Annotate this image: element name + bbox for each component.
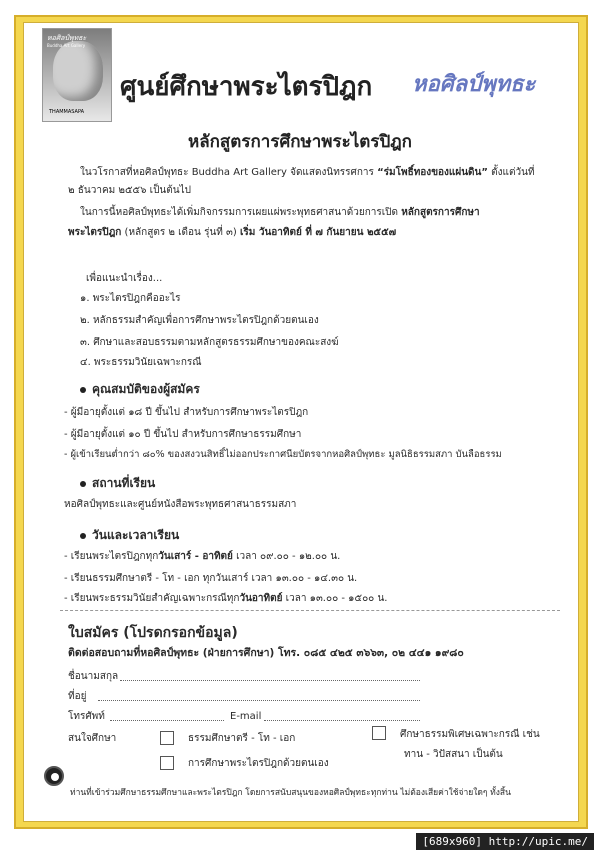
schedule-row — [64, 592, 387, 606]
option-tipitaka-checkbox[interactable] — [160, 756, 174, 770]
bullet-icon — [80, 481, 86, 487]
bullet-icon — [80, 387, 86, 393]
intro-line-2: ๒ ธันวาคม ๒๕๕๖ เป็นต้นไป — [68, 185, 191, 196]
location-text: หอศิลป์พุทธะและศูนย์หนังสือพระพุทธศาสนาธรรมสภา — [64, 499, 297, 510]
footer-note: ท่านที่เข้าร่วมศึกษาธรรมศึกษาและพระไตรปิฎก โดยการสนับสนุนของหอศิลป์พุทธะทุกท่าน ไม่ต้องเสียค่าใช้จ่ายใดๆ ทั้งสิ้น — [70, 788, 511, 798]
phone-field[interactable] — [110, 720, 224, 721]
email-field[interactable] — [264, 720, 420, 721]
gallery-logo — [42, 28, 112, 122]
address-label: ที่อยู่ — [68, 691, 87, 702]
option-dhamma-checkbox[interactable] — [160, 731, 174, 745]
exhibition-name: “ร่มโพธิ์ทองของแผ่นดิน” — [377, 167, 488, 178]
logo-bottom-text: THAMMASAPA — [49, 109, 85, 115]
thammasapa-badge-icon — [44, 766, 64, 786]
intro-line-4 — [68, 226, 396, 240]
option-special-label-2: ทาน - วิปัสสนา เป็นต้น — [404, 749, 503, 760]
phone-label: โทรศัพท์ — [68, 711, 105, 722]
schedule-text: - เรียนพระธรรมวินัยสำคัญเฉพาะกรณีทุก — [64, 593, 240, 604]
name-field[interactable] — [120, 680, 420, 681]
address-field[interactable] — [98, 700, 420, 701]
list-item: ๔. พระธรรมวินัยเฉพาะกรณี — [80, 357, 202, 368]
course-highlight: หลักสูตรการศึกษา — [401, 207, 480, 218]
option-tipitaka-label: การศึกษาพระไตรปิฎกด้วยตนเอง — [188, 758, 329, 769]
logo-subtitle: Buddha Art Gallery — [47, 43, 86, 48]
divider — [60, 610, 560, 611]
intro-line-1 — [80, 166, 535, 180]
start-date: เริ่ม วันอาทิตย์ ที่ ๗ กันยายน ๒๕๕๗ — [239, 227, 397, 238]
list-item: - ผู้เข้าเรียนต่ำกว่า ๘๐% ของสงวนสิทธิ์ไม่ออกประกาศนียบัตรจากหอศิลป์พุทธะ มูลนิธิธรรมสภา บันลือธรรม — [64, 449, 502, 460]
schedule-day: วันเสาร์ - อาทิตย์ — [158, 551, 233, 562]
intro-text: ในการนี้หอศิลป์พุทธะได้เพิ่มกิจกรรมการเผยแผ่พระพุทธศาสนาด้วยการเปิด — [80, 207, 398, 218]
section-title: สถานที่เรียน — [92, 476, 156, 490]
watermark: [689x960] http://upic.me/ — [416, 833, 594, 850]
buddha-face-image — [53, 41, 103, 101]
course-title: หลักสูตรการศึกษาพระไตรปิฎก — [188, 132, 412, 152]
schedule-time: เวลา ๑๓.๐๐ - ๑๕๐๐ น. — [282, 593, 388, 604]
intro-line-3 — [80, 206, 480, 220]
bullet-icon — [80, 533, 86, 539]
list-item: - ผู้มีอายุตั้งแต่ ๑๐ ปี ขึ้นไป สำหรับการศึกษาธรรมศึกษา — [64, 429, 302, 440]
section-title: คุณสมบัติของผู้สมัคร — [92, 382, 200, 396]
contact-info: ติดต่อสอบถามที่หอศิลป์พุทธะ (ฝ่ายการศึกษา) โทร. ๐๘๕ ๔๒๕ ๓๖๖๓, ๐๒ ๔๔๑ ๑๙๘๐ — [68, 647, 464, 659]
option-dhamma-label: ธรรมศึกษาตรี - โท - เอก — [188, 733, 296, 744]
interest-label: สนใจศึกษา — [68, 733, 117, 744]
page-title: ศูนย์ศึกษาพระไตรปิฎก — [120, 72, 373, 102]
course-duration: (หลักสูตร ๒ เดือน รุ่นที่ ๓) — [124, 227, 240, 238]
form-title: ใบสมัคร (โปรดกรอกข้อมูล) — [68, 625, 238, 641]
list-item: ๓. ศึกษาและสอบธรรมตามหลักสูตรธรรมศึกษาของคณะสงฆ์ — [80, 337, 339, 348]
name-label: ชื่อนามสกุล — [68, 671, 119, 682]
intro-text: ตั้งแต่วันที่ — [491, 167, 535, 178]
schedule-day: วันอาทิตย์ — [239, 593, 283, 604]
option-special-checkbox[interactable] — [372, 726, 386, 740]
intro-text: ในวโรกาสที่หอศิลป์พุทธะ Buddha Art Gallery จัดแสดงนิทรรศการ — [80, 167, 374, 178]
schedule-heading — [80, 526, 179, 545]
schedule-row — [64, 550, 340, 564]
schedule-text: - เรียนพระไตรปิฎกทุก — [64, 551, 159, 562]
list-item: - ผู้มีอายุตั้งแต่ ๑๘ ปี ขึ้นไป สำหรับการศึกษาพระไตรปิฎก — [64, 407, 309, 418]
option-special-label: ศึกษาธรรมพิเศษเฉพาะกรณี เช่น — [400, 729, 540, 740]
brand-name: หอศิลป์พุทธะ — [412, 72, 536, 97]
schedule-time: เวลา ๐๙.๐๐ - ๑๒.๐๐ น. — [232, 551, 341, 562]
list-item: ๑. พระไตรปิฎกคืออะไร — [80, 293, 181, 304]
location-heading — [80, 474, 155, 493]
schedule-row: - เรียนธรรมศึกษาตรี - โท - เอก ทุกวันเสาร์ เวลา ๑๓.๐๐ - ๑๔.๓๐ น. — [64, 573, 358, 584]
logo-title: หอศิลป์พุทธะ — [47, 34, 87, 42]
topics-heading: เพื่อแนะนำเรื่อง... — [86, 273, 163, 284]
section-title: วันและเวลาเรียน — [92, 528, 180, 542]
qualifications-heading — [80, 380, 200, 399]
email-label: E-mail — [230, 711, 262, 722]
list-item: ๒. หลักธรรมสำคัญเพื่อการศึกษาพระไตรปิฎกด้วยตนเอง — [80, 315, 319, 326]
course-highlight: พระไตรปิฎก — [68, 227, 122, 238]
